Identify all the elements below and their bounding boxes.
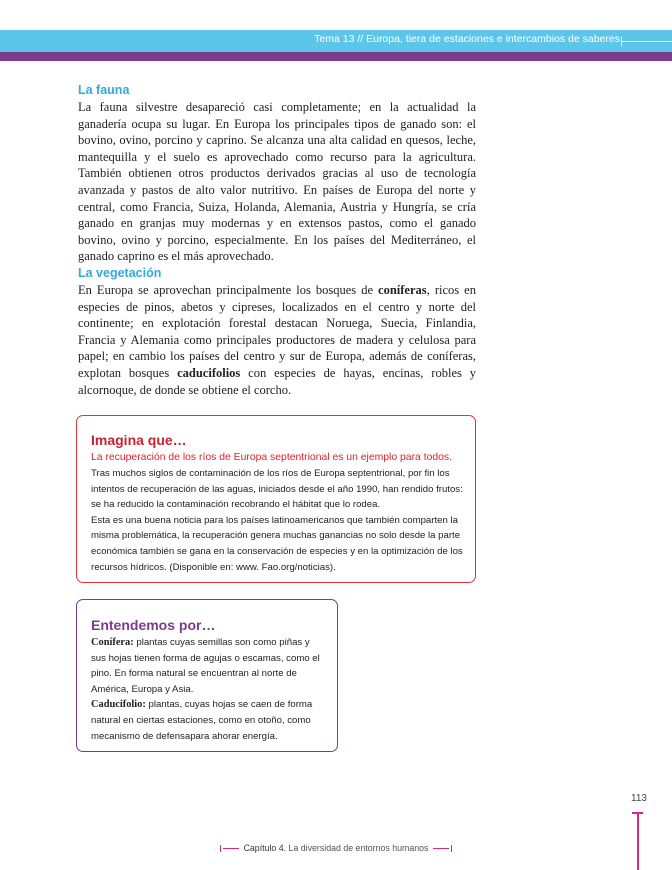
- term-caducifolios: caducifolios: [177, 365, 241, 380]
- entendemos-box: [76, 599, 338, 752]
- section-body-fauna: La fauna silvestre desapareció casi completamente; en la actualidad la ganadería ocupa su lugar. En Europa los principales tipos de ganado son: el bovino, ovino, porcino y caprino. Se alcanza una alta calidad en quesos, leche, mantequilla y el suelo es aprovechado como recurso para la agricultura. También obtienen otros productos derivados gracias al uso de tecnología avanzada y pastos de alto valor nutritivo. En países de Europa del norte y central, como Francia, Suiza, Holanda, Alemania, Austria y Hungría, se cría ganado en granjas muy modernas y en extensos pastos, como el ganado bovino, ovino y porcino, especialmente. En los países del Mediterráneo, el ganado caprino es el más aprovechado.: [78, 100, 476, 264]
- vegetacion-text-3: con especies de hayas, encinas, robles y alcornoque, de donde se obtiene el corcho.: [78, 365, 476, 397]
- definition-term-conifera: Conífera:: [91, 637, 134, 648]
- imagina-box: [76, 415, 476, 583]
- vegetacion-text-1: En Europa se aprovechan principalmente los bosques de: [78, 283, 379, 297]
- footer-dash-left: [223, 848, 239, 850]
- section-heading-fauna: La fauna: [78, 83, 130, 97]
- imagina-paragraph-2: Esta es una buena noticia para los países latinoamericanos que también comparten la misma problemática, la recuperación genera muchas ganancias no solo desde la parte económica también se gana en la conservación de especies y en la optimización de los recursos hídricos. (Disponible en: www. Fao.org/noticias).: [91, 514, 463, 573]
- footer-dash-right: [433, 848, 449, 850]
- section-vegetacion: [78, 265, 476, 398]
- imagina-subtitle: La recuperación de los ríos de Europa septentrional es un ejemplo para todos.: [91, 452, 453, 463]
- entendemos-title: Entendemos por…: [91, 617, 216, 633]
- definition-caducifolio: [91, 697, 327, 744]
- definition-text-conifera: plantas cuyas semillas son como piñas y sus hojas tienen forma de agujas o escamas, como el pino. En forma natural se encuentran al norte de América, Europa y Asia.: [91, 637, 320, 695]
- section-heading-vegetacion: La vegetación: [78, 266, 162, 280]
- header-band-accent: [0, 52, 672, 61]
- page-line: [637, 813, 639, 870]
- header-title: Tema 13 // Europa, tiera de estaciones e intercambios de saberes: [314, 33, 620, 45]
- imagina-paragraph-1: Tras muchos siglos de contaminación de los ríos de Europa septentrional, por fin los intentos de recuperación de las aguas, iniciados desde el año 1990, han rendido frutos: se ha reducido la contaminación recobrando el hábitat que lo rodea.: [91, 468, 463, 511]
- vegetacion-text-2: , ricos en especies de pinos, abetos y cipreses, localizados en el centro y norte del continente; en explotación forestal destacan Noruega, Suecia, Finlandia, Francia y Alemania como principales productores de madera y celulosa para papel; en cambio los países del centro y sur de Europa, además de coníferas, explotan bosques: [78, 283, 476, 380]
- section-body-vegetacion: [78, 282, 476, 398]
- header-tick: [622, 41, 672, 42]
- footer-chapter-title: La diversidad de entornos humanos: [286, 843, 429, 853]
- page-number: 113: [631, 793, 647, 804]
- definition-text-caducifolio: plantas, cuyas hojas se caen de forma natural en ciertas estaciones, como en otoño, como mecanismo de defensapara ahorar energía.: [91, 699, 313, 742]
- footer-chapter: Capítulo 4.: [243, 843, 287, 853]
- footer-cap-left: [220, 845, 222, 852]
- footer-cap-right: [451, 845, 453, 852]
- section-fauna: [78, 82, 476, 265]
- imagina-title: Imagina que…: [91, 432, 187, 448]
- term-coniferas: coníferas: [378, 283, 427, 297]
- definition-conifera: [91, 635, 327, 697]
- footer: [0, 843, 672, 853]
- definition-term-caducifolio: Caducifolio:: [91, 699, 146, 711]
